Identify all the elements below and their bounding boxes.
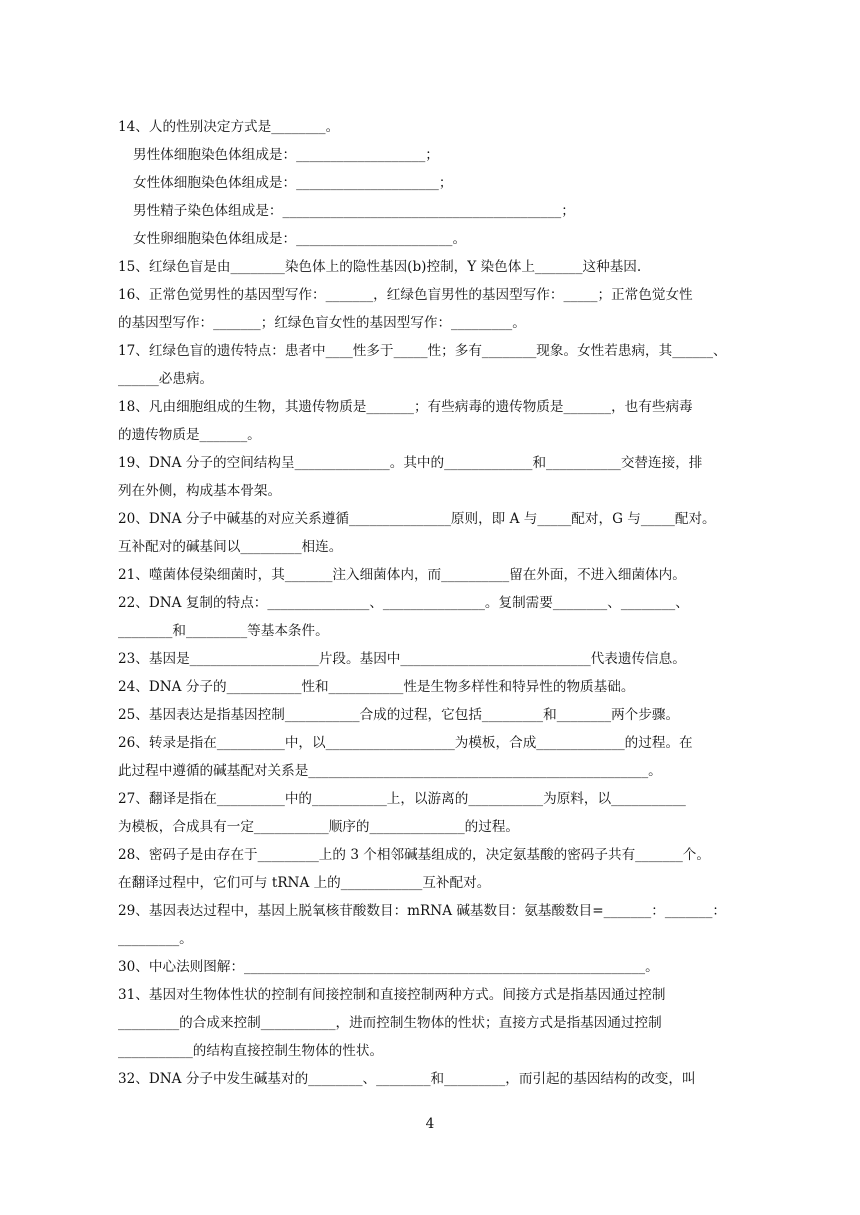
q16-line-2: 的基因型写作：_______；红绿色盲女性的基因型写作：_________。: [118, 315, 526, 331]
q27-line-1: 27、翻译是指在__________中的___________上，以游离的___________为原料，以___________: [118, 791, 686, 807]
page-number: 4: [425, 1116, 435, 1132]
q32-line: 32、DNA 分子中发生碱基对的________、________和_________，而引起的基因结构的改变，叫: [118, 1071, 696, 1087]
q15-line: 15、红绿色盲是由________染色体上的隐性基因(b)控制，Y 染色体上_______这种基因.: [118, 259, 642, 275]
q17-line-2: ______必患病。: [118, 371, 214, 387]
q21-line: 21、噬菌体侵染细菌时，其_______注入细菌体内，而__________留在外面，不进入细菌体内。: [118, 567, 686, 583]
q28-line-1: 28、密码子是由存在于_________上的 3 个相邻碱基组成的，决定氨基酸的密码子共有_______个。: [118, 847, 710, 863]
q18-line-2: 的遗传物质是_______。: [118, 427, 261, 443]
q19-line-2: 列在外侧，构成基本骨架。: [118, 483, 282, 499]
q22-line-1: 22、DNA 复制的特点：_______________、_______________。复制需要________、________、: [118, 595, 689, 611]
q26-line-2: 此过程中遵循的碱基配对关系是__________________________________________________。: [118, 763, 662, 779]
q24-line: 24、DNA 分子的___________性和___________性是生物多样性和特异性的物质基础。: [118, 679, 635, 695]
q29-line-2: _________。: [118, 931, 193, 947]
q14-female-somatic: 女性体细胞染色体组成是：_____________________；: [133, 175, 453, 191]
q14-egg: 女性卵细胞染色体组成是：_______________________。: [133, 231, 467, 247]
q14-sperm: 男性精子染色体组成是：_________________________________________；: [133, 203, 575, 219]
q17-line-1: 17、红绿色盲的遗传特点：患者中____性多于_____性；多有________现象。女性若患病，其______、: [118, 343, 727, 359]
q20-line-2: 互补配对的碱基间以_________相连。: [118, 539, 343, 555]
q28-line-2: 在翻译过程中，它们可与 tRNA 上的____________互补配对。: [118, 875, 491, 891]
q30-line: 30、中心法则图解：___________________________________________________________。: [118, 959, 659, 975]
q31-line-2: _________的合成来控制___________，进而控制生物体的性状；直接方式是指基因通过控制: [118, 1015, 662, 1031]
q23-line: 23、基因是___________________片段。基因中____________________________代表遗传信息。: [118, 651, 686, 667]
q29-line-1: 29、基因表达过程中，基因上脱氧核苷酸数目：mRNA 碱基数目：氨基酸数目=_______：_______：: [118, 903, 726, 919]
q20-line-1: 20、DNA 分子中碱基的对应关系遵循_______________原则，即 A 与_____配对，G 与_____配对。: [118, 511, 716, 527]
q26-line-1: 26、转录是指在__________中，以___________________为模板，合成_____________的过程。在: [118, 735, 693, 751]
q22-line-2: ________和_________等基本条件。: [118, 623, 329, 639]
q31-line-1: 31、基因对生物体性状的控制有间接控制和直接控制两种方式。间接方式是指基因通过控制: [118, 987, 666, 1003]
q14-line: 14、人的性别决定方式是________。: [118, 119, 340, 135]
q31-line-3: ___________的结构直接控制生物体的性状。: [118, 1043, 384, 1059]
q19-line-1: 19、DNA 分子的空间结构呈______________。其中的_____________和___________交替连接，排: [118, 455, 703, 471]
q25-line: 25、基因表达是指基因控制___________合成的过程，它包括_________和________两个步骤。: [118, 707, 680, 723]
q16-line-1: 16、正常色觉男性的基因型写作：_______，红绿色盲男性的基因型写作：_____；正常色觉女性: [118, 287, 693, 303]
q18-line-1: 18、凡由细胞组成的生物，其遗传物质是_______；有些病毒的遗传物质是_______，也有些病毒: [118, 399, 693, 415]
q27-line-2: 为模板，合成具有一定___________顺序的______________的过程。: [118, 819, 520, 835]
q14-male-somatic: 男性体细胞染色体组成是：___________________；: [133, 147, 439, 163]
